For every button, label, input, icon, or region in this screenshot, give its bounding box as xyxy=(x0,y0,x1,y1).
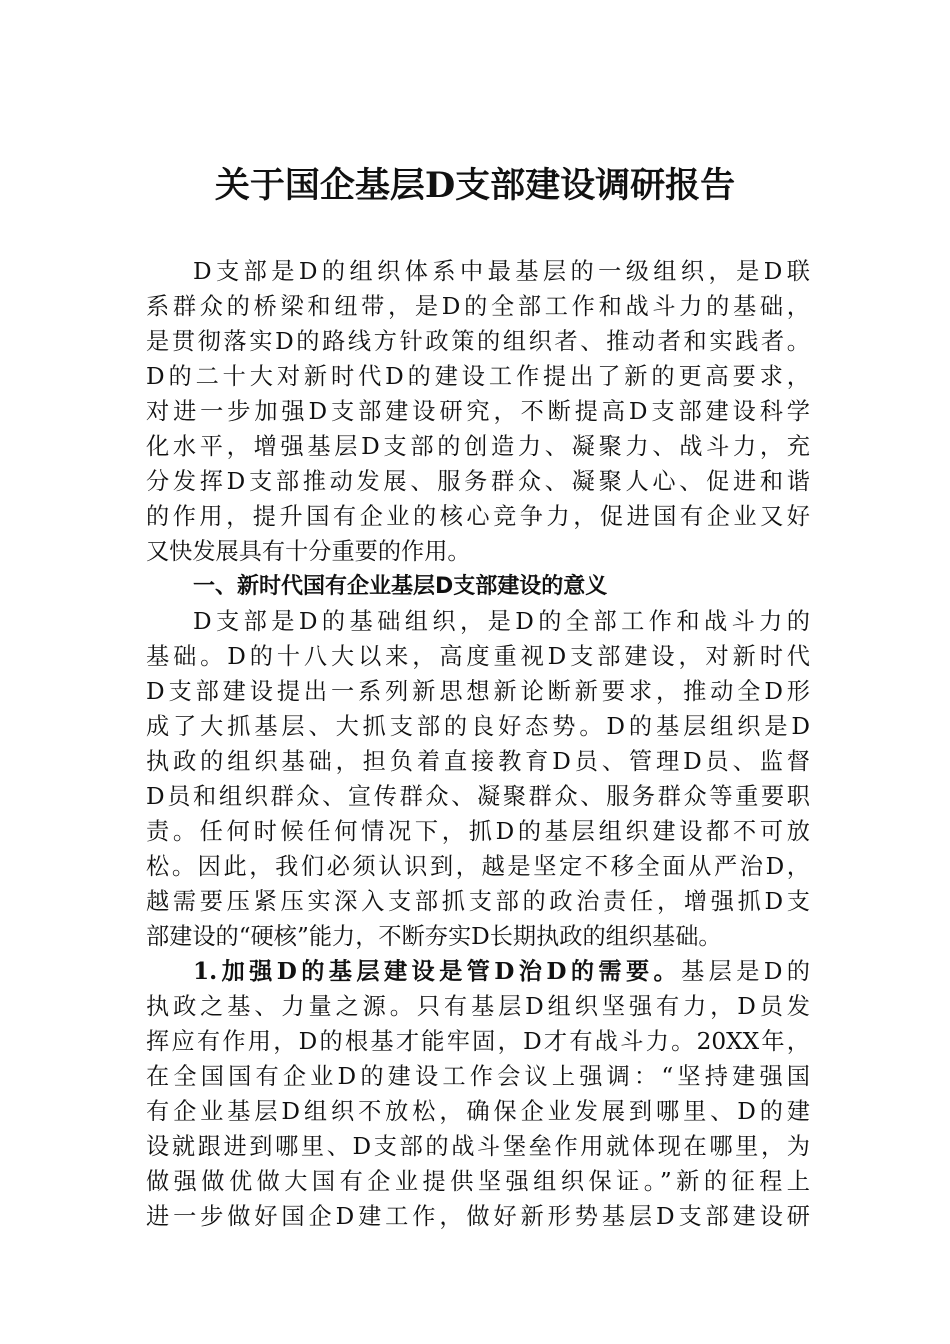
text-line: 进一步做好国企D建工作，做好新形势基层D支部建设研 xyxy=(146,1203,810,1230)
text-line: 有企业基层D组织不放松，确保企业发展到哪里、D的建 xyxy=(146,1098,810,1125)
text-line: D支部是D的基础组织，是D的全部工作和战斗力的 xyxy=(193,608,810,635)
text-line: 是贯彻落实D的路线方针政策的组织者、推动者和实践者。 xyxy=(146,328,810,355)
bold-lead-sentence: 1.加强D的基层建设是管D治D的需要。 xyxy=(193,958,682,985)
text-line: D员和组织群众、宣传群众、凝聚群众、服务群众等重要职 xyxy=(146,783,810,810)
text-line: 对进一步加强D支部建设研究，不断提高D支部建设科学 xyxy=(146,398,810,425)
text-line: 挥应有作用，D的根基才能牢固，D才有战斗力。20XX年， xyxy=(146,1028,810,1055)
text-line: D支部建设提出一系列新思想新论断新要求，推动全D形 xyxy=(146,678,810,705)
document-title: 关于国企基层D支部建设调研报告 xyxy=(214,165,736,206)
text-line: 责。任何时候任何情况下，抓D的基层组织建设都不可放 xyxy=(146,818,810,845)
text-line: D支部是D的组织体系中最基层的一级组织，是D联 xyxy=(193,258,810,285)
text-line: D的二十大对新时代D的建设工作提出了新的更高要求， xyxy=(146,363,810,390)
text-line: 部建设的“硬核”能力，不断夯实D长期执政的组织基础。 xyxy=(146,923,722,950)
text-line: 系群众的桥梁和纽带，是D的全部工作和战斗力的基础， xyxy=(146,293,810,320)
text-line: 基础。D的十八大以来，高度重视D支部建设，对新时代 xyxy=(146,643,810,670)
text-line: 设就跟进到哪里、D支部的战斗堡垒作用就体现在哪里，为 xyxy=(146,1133,810,1160)
document-body xyxy=(146,254,810,1234)
text-line: 松。因此，我们必须认识到，越是坚定不移全面从严治D， xyxy=(146,853,810,880)
text-line: 化水平，增强基层D支部的创造力、凝聚力、战斗力，充 xyxy=(146,433,810,460)
text-line: 的作用，提升国有企业的核心竞争力，促进国有企业又好 xyxy=(146,503,810,530)
text-line: 越需要压紧压实深入支部抓支部的政治责任，增强抓D支 xyxy=(146,888,810,915)
paragraph-point-1 xyxy=(146,954,810,1234)
text-line: 又快发展具有十分重要的作用。 xyxy=(146,538,471,565)
text-line: 成了大抓基层、大抓支部的良好态势。D的基层组织是D xyxy=(146,713,810,740)
paragraph-intro xyxy=(146,254,810,569)
text-line: 在全国国有企业D的建设工作会议上强调：“坚持建强国 xyxy=(146,1063,810,1090)
text-line: 执政的组织基础，担负着直接教育D员、管理D员、监督 xyxy=(146,748,810,775)
section-heading: 一、新时代国有企业基层D支部建设的意义 xyxy=(193,574,608,599)
text-line xyxy=(146,954,810,989)
text-line: 执政之基、力量之源。只有基层D组织坚强有力，D员发 xyxy=(146,993,810,1020)
text-line: 分发挥D支部推动发展、服务群众、凝聚人心、促进和谐 xyxy=(146,468,810,495)
text-run: 基层是D的 xyxy=(681,958,810,985)
paragraph-significance xyxy=(146,604,810,954)
text-line: 做强做优做大国有企业提供坚强组织保证。”新的征程上 xyxy=(146,1168,810,1195)
